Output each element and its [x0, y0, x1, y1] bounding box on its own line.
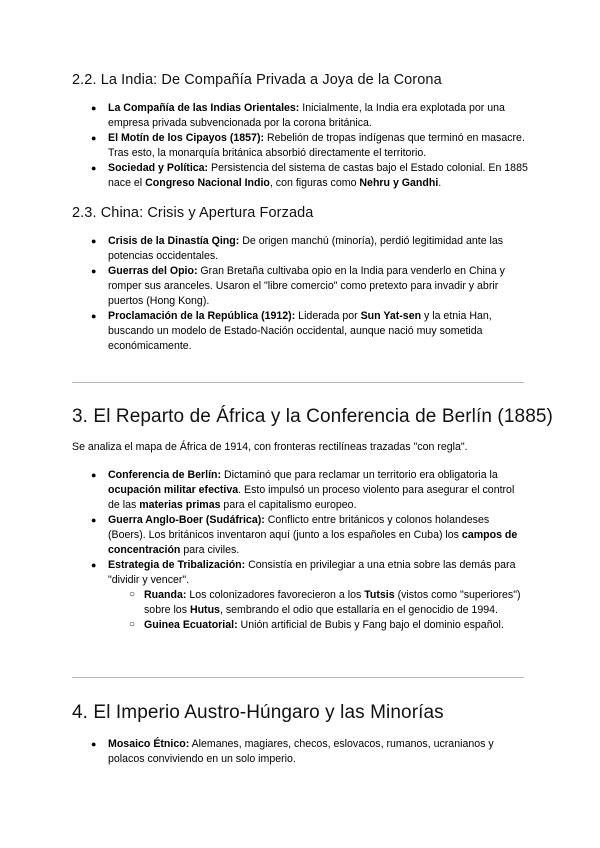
sub-list-item — [129, 588, 528, 618]
item-text: Unión artificial de Bubis y Fang bajo el dominio español. — [237, 619, 504, 631]
item-text: Liderada por — [295, 310, 361, 322]
bullet-icon: ● — [91, 236, 97, 246]
section-2-2-heading: 2.2. La India: De Compañía Privada a Joya de la Corona — [72, 72, 442, 88]
list-item — [91, 558, 528, 633]
item-text: Alemanes, magiares, checos, eslovacos, rumanos, ucranianos y polacos conviviendo en un solo imperio. — [108, 738, 494, 765]
item-text: Los colonizadores favorecieron a los — [186, 589, 365, 601]
item-text: y la etnia Han, buscando un modelo de Estado-Nación occidental, aunque nació muy sometida económicamente. — [108, 310, 492, 352]
item-emphasis: Sun Yat-sen — [360, 310, 422, 322]
item-text: , sembrando el odio que estallaría en el genocidio de 1994. — [219, 604, 498, 616]
bullet-icon: ● — [91, 739, 97, 749]
item-label: Crisis de la Dinastía Qing: — [108, 235, 240, 247]
item-emphasis: Congreso Nacional Indio — [145, 177, 270, 189]
item-label: Ruanda: — [144, 589, 187, 601]
item-text: , con figuras como — [269, 177, 360, 189]
item-label: El Motín de los Cipayos (1857): — [108, 132, 264, 144]
bullet-icon: ● — [91, 266, 97, 276]
hollow-bullet-icon: ○ — [129, 589, 136, 600]
bullet-icon: ● — [91, 133, 97, 143]
list-item — [91, 513, 528, 558]
item-text: Persistencia del sistema de castas bajo el Estado colonial. En 1885 nace el — [108, 162, 528, 189]
item-emphasis: Tutsis — [364, 589, 395, 601]
item-text: Consistía en privilegiar a una etnia sobre las demás para "dividir y vencer". — [108, 559, 516, 586]
item-emphasis: Hutus — [189, 604, 220, 616]
item-text: Inicialmente, la India era explotada por una empresa privada subvencionada por la corona británica. — [108, 102, 505, 129]
section-2-3-heading: 2.3. China: Crisis y Apertura Forzada — [72, 205, 314, 221]
hollow-bullet-icon: ○ — [129, 619, 136, 630]
item-label: Estrategia de Tribalización: — [108, 559, 246, 571]
bullet-icon: ● — [91, 560, 97, 570]
list-item — [91, 737, 528, 767]
list-item — [91, 234, 528, 264]
item-emphasis: Nehru y Gandhi — [359, 177, 439, 189]
section-divider — [72, 677, 524, 678]
bullet-icon: ● — [91, 103, 97, 113]
sub-list-item — [129, 618, 528, 633]
bullet-icon: ● — [91, 311, 97, 321]
bullet-icon: ● — [91, 515, 97, 525]
item-label: Sociedad y Política: — [108, 162, 209, 174]
section-4-heading: 4. El Imperio Austro-Húngaro y las Minorías — [72, 702, 444, 723]
item-text: Conflicto entre británicos y colonos holandeses (Boers). Los británicos inventaron aquí (junto a los españoles en Cuba) los — [108, 514, 490, 541]
list-item — [91, 309, 528, 354]
item-label: Conferencia de Berlín: — [108, 469, 222, 481]
item-text: . Esto impulsó un proceso violento para asegurar el control de las — [108, 484, 515, 511]
item-label: Guerra Anglo-Boer (Sudáfrica): — [108, 514, 265, 526]
section-divider — [72, 382, 524, 383]
item-text: (vistos como "superiores") sobre los — [144, 589, 521, 616]
item-text: De origen manchú (minoría), perdió legitimidad ante las potencias occidentales. — [108, 235, 504, 262]
section-3-list — [91, 468, 528, 633]
item-text: para el capitalismo europeo. — [220, 499, 357, 511]
item-text: Dictaminó que para reclamar un territorio era obligatoria la — [221, 469, 498, 481]
bullet-icon: ● — [91, 163, 97, 173]
section-4-list — [91, 737, 528, 767]
list-item — [91, 264, 528, 309]
item-emphasis: campos de concentración — [108, 529, 518, 556]
item-text: . — [438, 177, 442, 189]
item-label: Guerras del Opio: — [108, 265, 198, 277]
section-3-intro: Se analiza el mapa de África de 1914, con fronteras rectilíneas trazadas "con regla". — [72, 441, 468, 453]
bullet-icon: ● — [91, 470, 97, 480]
section-2-3-list — [91, 234, 528, 354]
item-emphasis: materias primas — [139, 499, 221, 511]
list-item — [91, 101, 528, 131]
item-label: La Compañía de las Indias Orientales: — [108, 102, 300, 114]
list-item — [91, 161, 528, 191]
section-3-heading: 3. El Reparto de África y la Conferencia de Berlín (1885) — [72, 406, 553, 427]
section-2-2-list — [91, 101, 528, 191]
item-text: para civiles. — [180, 544, 240, 556]
item-label: Proclamación de la República (1912): — [108, 310, 296, 322]
list-item — [91, 468, 528, 513]
item-emphasis: ocupación militar efectiva — [108, 484, 239, 496]
list-item — [91, 131, 528, 161]
item-label: Mosaico Étnico: — [108, 738, 190, 750]
item-label: Guinea Ecuatorial: — [144, 619, 238, 631]
section-3-sublist — [129, 588, 528, 633]
item-text: Rebelión de tropas indígenas que terminó en masacre. Tras esto, la monarquía británica absorbió directamente el territorio. — [108, 132, 525, 159]
item-text: Gran Bretaña cultivaba opio en la India para venderlo en China y romper sus aranceles. Usaron el "libre comercio" como pretexto para invadir y abrir puertos (Hong Kong). — [108, 265, 505, 307]
